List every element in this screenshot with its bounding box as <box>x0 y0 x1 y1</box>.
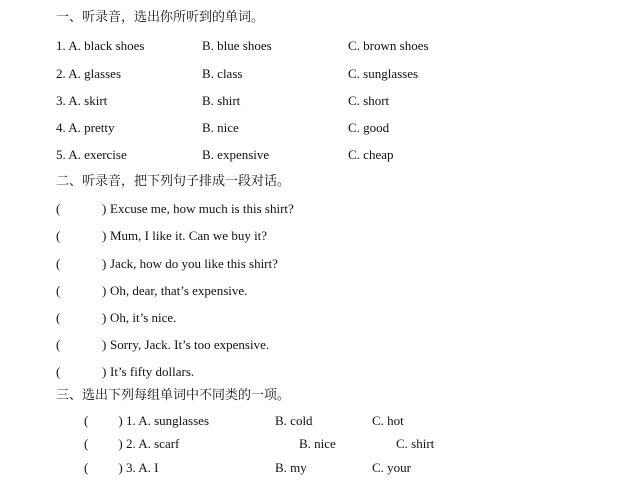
question-prefix <box>84 436 179 452</box>
close-paren: ) <box>102 201 107 216</box>
option-b: B. nice <box>202 120 239 135</box>
dialogue-sentence: Oh, it’s nice. <box>110 310 177 325</box>
option-b: B. expensive <box>202 147 270 162</box>
section-2-title: 二、听录音，把下列句子排成一段对话。 <box>56 174 291 189</box>
option-a: 4. A. pretty <box>56 120 115 135</box>
option-c: C. short <box>348 93 390 108</box>
option-c: C. brown shoes <box>348 38 429 53</box>
open-paren: ( <box>56 364 61 379</box>
option-b: B. class <box>202 66 243 81</box>
close-paren: ) <box>102 256 107 271</box>
close-paren: ) <box>102 337 107 352</box>
open-paren: ( <box>84 436 89 451</box>
open-paren: ( <box>84 460 89 475</box>
option-a: 5. A. exercise <box>56 147 127 162</box>
close-paren: ) <box>118 460 123 475</box>
option-a: 3. A. I <box>125 460 159 475</box>
question-prefix <box>84 460 158 476</box>
dialogue-sentence: Sorry, Jack. It’s too expensive. <box>110 337 270 352</box>
dialogue-sentence: Mum, I like it. Can we buy it? <box>110 228 268 243</box>
close-paren: ) <box>102 364 107 379</box>
option-a: 2. A. scarf <box>125 436 180 451</box>
section-3-title: 三、选出下列每组单词中不同类的一项。 <box>56 388 291 403</box>
close-paren: ) <box>102 228 107 243</box>
dialogue-sentence: Excuse me, how much is this shirt? <box>110 201 294 216</box>
open-paren: ( <box>56 256 61 271</box>
option-a: 2. A. glasses <box>56 66 121 81</box>
option-c: C. shirt <box>396 436 435 451</box>
option-c: C. cheap <box>348 147 394 162</box>
option-b: B. cold <box>275 413 313 428</box>
option-a: 1. A. black shoes <box>56 38 145 53</box>
open-paren: ( <box>56 337 61 352</box>
option-a: 1. A. sunglasses <box>125 413 209 428</box>
close-paren: ) <box>102 310 107 325</box>
dialogue-sentence: It’s fifty dollars. <box>110 364 195 379</box>
option-b: B. blue shoes <box>202 38 272 53</box>
dialogue-sentence: Jack, how do you like this shirt? <box>110 256 278 271</box>
close-paren: ) <box>118 413 123 428</box>
section-1-title: 一、听录音，选出你所听到的单词。 <box>56 10 265 25</box>
close-paren: ) <box>118 436 123 451</box>
open-paren: ( <box>56 283 61 298</box>
option-b: B. my <box>275 460 307 475</box>
question-prefix <box>84 413 209 429</box>
option-c: C. your <box>372 460 411 475</box>
open-paren: ( <box>56 310 61 325</box>
dialogue-sentence: Oh, dear, that’s expensive. <box>110 283 248 298</box>
option-c: C. hot <box>372 413 404 428</box>
option-c: C. sunglasses <box>348 66 419 81</box>
open-paren: ( <box>56 201 61 216</box>
close-paren: ) <box>102 283 107 298</box>
option-c: C. good <box>348 120 390 135</box>
open-paren: ( <box>56 228 61 243</box>
open-paren: ( <box>84 413 89 428</box>
option-b: B. nice <box>299 436 336 451</box>
option-a: 3. A. skirt <box>56 93 108 108</box>
option-b: B. shirt <box>202 93 241 108</box>
